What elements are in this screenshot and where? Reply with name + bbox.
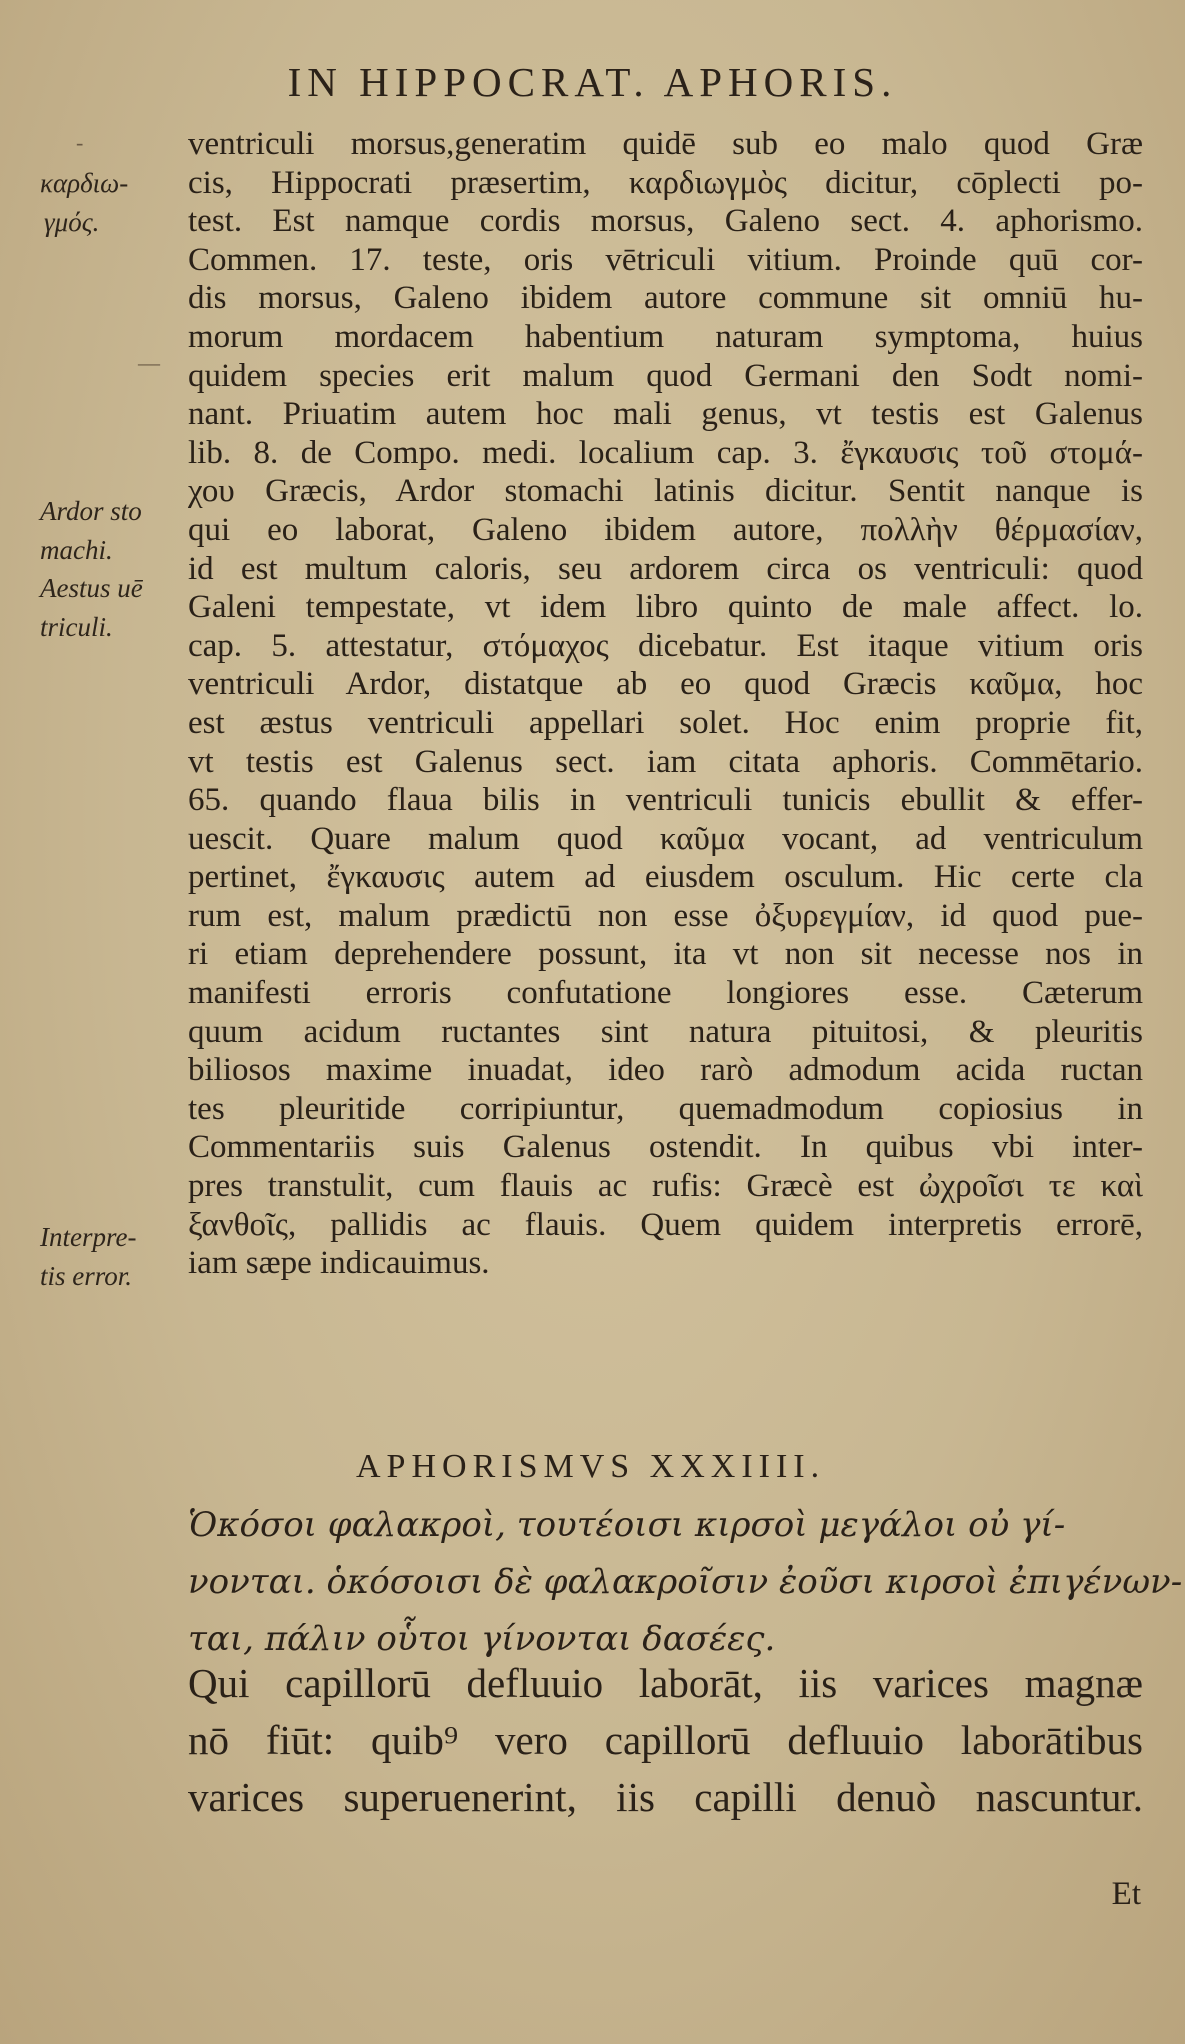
latin-line: varices superuenerint, iis capilli denuò nascuntur. bbox=[188, 1774, 1143, 1820]
greek-line: Ὁκόσοι φαλακροὶ, τουτέοισι κιρσοὶ μεγάλοι οὐ γί- bbox=[188, 1505, 1066, 1545]
body-line: 65. quando flaua bilis in ventriculi tunicis ebullit & effer- bbox=[188, 782, 1143, 819]
body-line: test. Est namque cordis morsus, Galeno sect. 4. aphorismo. bbox=[188, 203, 1143, 240]
greek-aphorism bbox=[188, 1497, 1183, 1668]
body-line: ξανθοῖς, pallidis ac flauis. Quem quidem interpretis errorē, bbox=[188, 1206, 1143, 1243]
margin-note-line: Ardor sto bbox=[40, 496, 142, 526]
body-line: rum est, malum prædictū non esse ὀξυρεγμίαν, id quod pue- bbox=[188, 897, 1143, 934]
greek-line: ται, πάλιν οὗτοι γίνονται δασέες. bbox=[188, 1619, 776, 1659]
margin-note-kardiogmos bbox=[40, 164, 128, 241]
margin-note-line: καρδιω- bbox=[40, 168, 129, 198]
body-line: ventriculi Ardor, distatque ab eo quod Græcis καῦμα, hoc bbox=[188, 666, 1143, 703]
catchword: Et bbox=[1111, 1876, 1141, 1912]
margin-note-ardor bbox=[40, 492, 143, 646]
latin-line: nō fiūt: quib⁹ vero capillorū defluuio laborātibus bbox=[188, 1717, 1143, 1763]
body-line: manifesti erroris confutatione longiores esse. Cæterum bbox=[188, 975, 1143, 1012]
commentary-text bbox=[188, 125, 1143, 1283]
margin-dash: — bbox=[138, 350, 160, 375]
body-line: ventriculi morsus,generatim quidē sub eo malo quod Græ bbox=[188, 126, 1143, 162]
body-line: lib. 8. de Compo. medi. localium cap. 3. ἔγκαυσις τοῦ στομά- bbox=[188, 434, 1143, 471]
body-line: tes pleuritide corripiuntur, quemadmodum copiosius in bbox=[188, 1090, 1143, 1127]
latin-aphorism bbox=[188, 1655, 1143, 1826]
body-line: morum mordacem habentium naturam symptoma, huius bbox=[188, 318, 1143, 355]
body-line: cap. 5. attestatur, στόμαχος dicebatur. Est itaque vitium oris bbox=[188, 627, 1143, 664]
margin-note-line: triculi. bbox=[40, 611, 113, 642]
running-head: IN HIPPOCRAT. APHORIS. bbox=[287, 59, 898, 105]
body-line: quidem species erit malum quod Germani den Sodt nomi- bbox=[188, 357, 1143, 394]
body-line: nant. Priuatim autem hoc mali genus, vt testis est Galenus bbox=[188, 396, 1143, 433]
aphorism-heading: APHORISMVS XXXIIII. bbox=[356, 1448, 826, 1485]
margin-note-interpres bbox=[40, 1218, 136, 1295]
body-line: χου Græcis, Ardor stomachi latinis dicitur. Sentit nanque is bbox=[188, 473, 1143, 510]
body-line: biliosos maxime inuadat, ideo rarò admodum acida ructan bbox=[188, 1052, 1143, 1089]
body-line: qui eo laborat, Galeno ibidem autore, πολλὴν θέρμασίαν, bbox=[188, 511, 1143, 548]
margin-note-line: γμός. bbox=[44, 206, 100, 237]
body-line: quum acidum ructantes sint natura pituitosi, & pleuritis bbox=[188, 1013, 1143, 1050]
margin-note-line: Interpre- bbox=[40, 1222, 137, 1252]
margin-dash: - bbox=[76, 130, 84, 155]
greek-line: νονται. ὁκόσοισι δὲ φαλακροῖσιν ἐοῦσι κιρσοὶ ἐπιγένων- bbox=[188, 1562, 1183, 1602]
body-line: dis morsus, Galeno ibidem autore commune sit omniū hu- bbox=[188, 280, 1143, 317]
body-line: Galeni tempestate, vt idem libro quinto de male affect. lo. bbox=[188, 589, 1143, 626]
body-line: ri etiam deprehendere possunt, ita vt non sit necesse nos in bbox=[188, 936, 1143, 973]
margin-note-line: Aestus uē bbox=[40, 573, 143, 604]
margin-note-line: tis error. bbox=[40, 1260, 133, 1291]
body-line: cis, Hippocrati præsertim, καρδιωγμὸς dicitur, cōplecti po- bbox=[188, 164, 1143, 201]
margin-note-line: machi. bbox=[40, 534, 113, 565]
body-line: Commentariis suis Galenus ostendit. In quibus vbi inter- bbox=[188, 1129, 1143, 1166]
body-line: id est multum caloris, seu ardorem circa os ventriculi: quod bbox=[188, 550, 1143, 587]
body-line: iam sæpe indicauimus. bbox=[188, 1245, 490, 1282]
body-line: est æstus ventriculi appellari solet. Hoc enim proprie fit, bbox=[188, 704, 1143, 741]
body-line: pertinet, ἔγκαυσις autem ad eiusdem osculum. Hic certe cla bbox=[188, 859, 1143, 896]
body-line: uescit. Quare malum quod καῦμα vocant, ad ventriculum bbox=[188, 820, 1143, 857]
body-line: vt testis est Galenus sect. iam citata aphoris. Commētario. bbox=[188, 743, 1143, 780]
body-line: pres transtulit, cum flauis ac rufis: Græcè est ὠχροῖσι τε καὶ bbox=[188, 1168, 1143, 1205]
latin-line: Qui capillorū defluuio laborāt, iis varices magnæ bbox=[188, 1660, 1143, 1706]
body-line: Commen. 17. teste, oris vētriculi vitium. Proinde quū cor- bbox=[188, 241, 1143, 278]
